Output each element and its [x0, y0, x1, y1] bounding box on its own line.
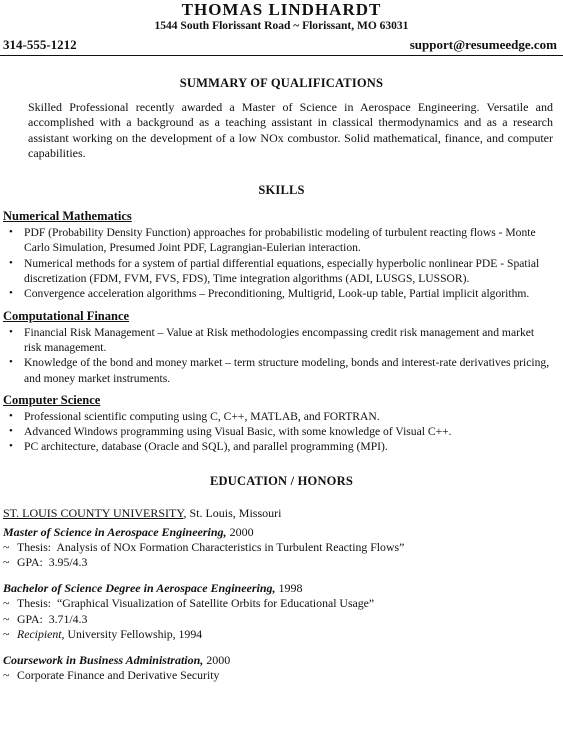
phone-number: 314-555-1212: [3, 37, 77, 52]
candidate-name: THOMAS LINDHARDT: [181, 0, 382, 19]
degree-year: 2000: [206, 653, 231, 668]
summary-paragraph: Skilled Professional recently awarded a Master of Science in Aerospace Engineering. Versatile and accomplished with a background as a teaching assistant in classical thermodynamics and as a research assistant working on the development of a low NOx combustor. Solid mathematical, finance, and computer capabilities.: [28, 100, 553, 160]
tilde-marker: ~: [3, 539, 10, 554]
detail-label: GPA:: [17, 555, 43, 570]
detail-text: University Fellowship, 1994: [67, 626, 203, 641]
bullet-icon: •: [9, 226, 13, 239]
university-name: ST. LOUIS COUNTY UNIVERSITY: [3, 505, 184, 520]
header-divider: [0, 55, 563, 56]
detail-text: Analysis of NOx Formation Characteristics in Turbulent Reacting Flows”: [56, 539, 405, 554]
university-row: [3, 505, 563, 521]
list-item-text: Numerical methods for a system of partial differential equations, especially hyperbolic nonlinear PDE - Spatial discretization (FDM, FVM, FVS, FDS), Time integration algorithms (ADI, LUSGS, LUSSOR).: [24, 256, 540, 286]
list-item-text: Convergence acceleration algorithms – Preconditioning, Multigrid, Look-up table, Partial implicit algorithm.: [24, 287, 530, 301]
detail-text: 3.71/4.3: [48, 611, 88, 626]
email-address: support@resumeedge.com: [409, 37, 557, 52]
tilde-marker: ~: [3, 626, 10, 641]
list-item: [0, 355, 563, 386]
degree-detail: [3, 612, 563, 627]
bullet-icon: •: [9, 409, 13, 422]
bullet-icon: •: [9, 440, 13, 453]
list-item: [0, 225, 563, 256]
tilde-marker: ~: [3, 596, 10, 611]
summary-heading: SUMMARY OF QUALIFICATIONS: [179, 76, 384, 90]
skill-section-title: Computer Science: [3, 392, 101, 407]
bullet-icon: •: [9, 425, 13, 438]
skill-list: [0, 225, 563, 301]
skills-heading: SKILLS: [258, 183, 305, 198]
skill-section-title: Numerical Mathematics: [3, 209, 132, 224]
degree-title: [3, 580, 563, 596]
bullet-icon: •: [9, 356, 13, 369]
tilde-marker: ~: [3, 555, 10, 570]
degree-name: Coursework in Business Administration,: [3, 653, 204, 668]
detail-text: “Graphical Visualization of Satellite Orbits for Educational Usage”: [56, 596, 375, 611]
bullet-icon: •: [9, 325, 13, 338]
skill-list: [0, 325, 563, 386]
bullet-icon: •: [9, 287, 13, 300]
detail-label: Thesis:: [17, 596, 52, 611]
list-item: [0, 325, 563, 356]
education-heading: EDUCATION / HONORS: [210, 473, 353, 488]
tilde-marker: ~: [3, 668, 10, 683]
list-item-text: Professional scientific computing using C, C++, MATLAB, and FORTRAN.: [24, 409, 380, 423]
bullet-icon: •: [9, 256, 13, 269]
list-item-text: PDF (Probability Density Function) approaches for probabilistic modeling of turbulent reacting flows - Monte Carlo Simulation, Presumed Joint PDF, Lagrangian-Eulerian interaction.: [24, 226, 536, 255]
list-item-text: Advanced Windows programming using Visual Basic, with some knowledge of Visual C++.: [24, 425, 452, 439]
contact-row: [3, 37, 557, 53]
degree-name: Master of Science in Aerospace Engineering,: [3, 524, 227, 539]
degree-year: 2000: [229, 524, 254, 539]
degree-detail: [3, 540, 563, 555]
list-item: [0, 409, 563, 424]
degree-detail: [3, 555, 563, 570]
list-item: [0, 424, 563, 439]
list-item-text: Financial Risk Management – Value at Risk methodologies encompassing credit risk management and market risk management.: [24, 325, 535, 354]
list-item: [0, 256, 563, 287]
detail-text: 3.95/4.3: [48, 555, 88, 570]
degree-name: Bachelor of Science Degree in Aerospace Engineering,: [3, 581, 276, 596]
degree-detail: [3, 627, 563, 642]
degree-title: [3, 524, 563, 540]
university-location: , St. Louis, Missouri: [183, 505, 282, 520]
degree-title: [3, 652, 563, 668]
detail-label: Recipient,: [17, 626, 65, 641]
detail-label: Thesis:: [17, 539, 52, 554]
tilde-marker: ~: [3, 611, 10, 626]
detail-text: Corporate Finance and Derivative Security: [17, 668, 220, 683]
list-item-text: Knowledge of the bond and money market – term structure modeling, bonds and interest-rate derivatives pricing, and money market instruments.: [24, 356, 550, 385]
degree-detail: [3, 596, 563, 611]
skill-list: [0, 409, 563, 455]
list-item: [0, 439, 563, 454]
degree-detail: [3, 668, 563, 683]
list-item: [0, 286, 563, 301]
degree-year: 1998: [278, 581, 303, 596]
skill-section-title: Computational Finance: [3, 308, 130, 323]
detail-label: GPA:: [17, 611, 43, 626]
candidate-address: 1544 South Florissant Road ~ Florissant, MO 63031: [154, 20, 409, 32]
list-item-text: PC architecture, database (Oracle and SQL), and parallel programming (MPI).: [24, 440, 388, 454]
